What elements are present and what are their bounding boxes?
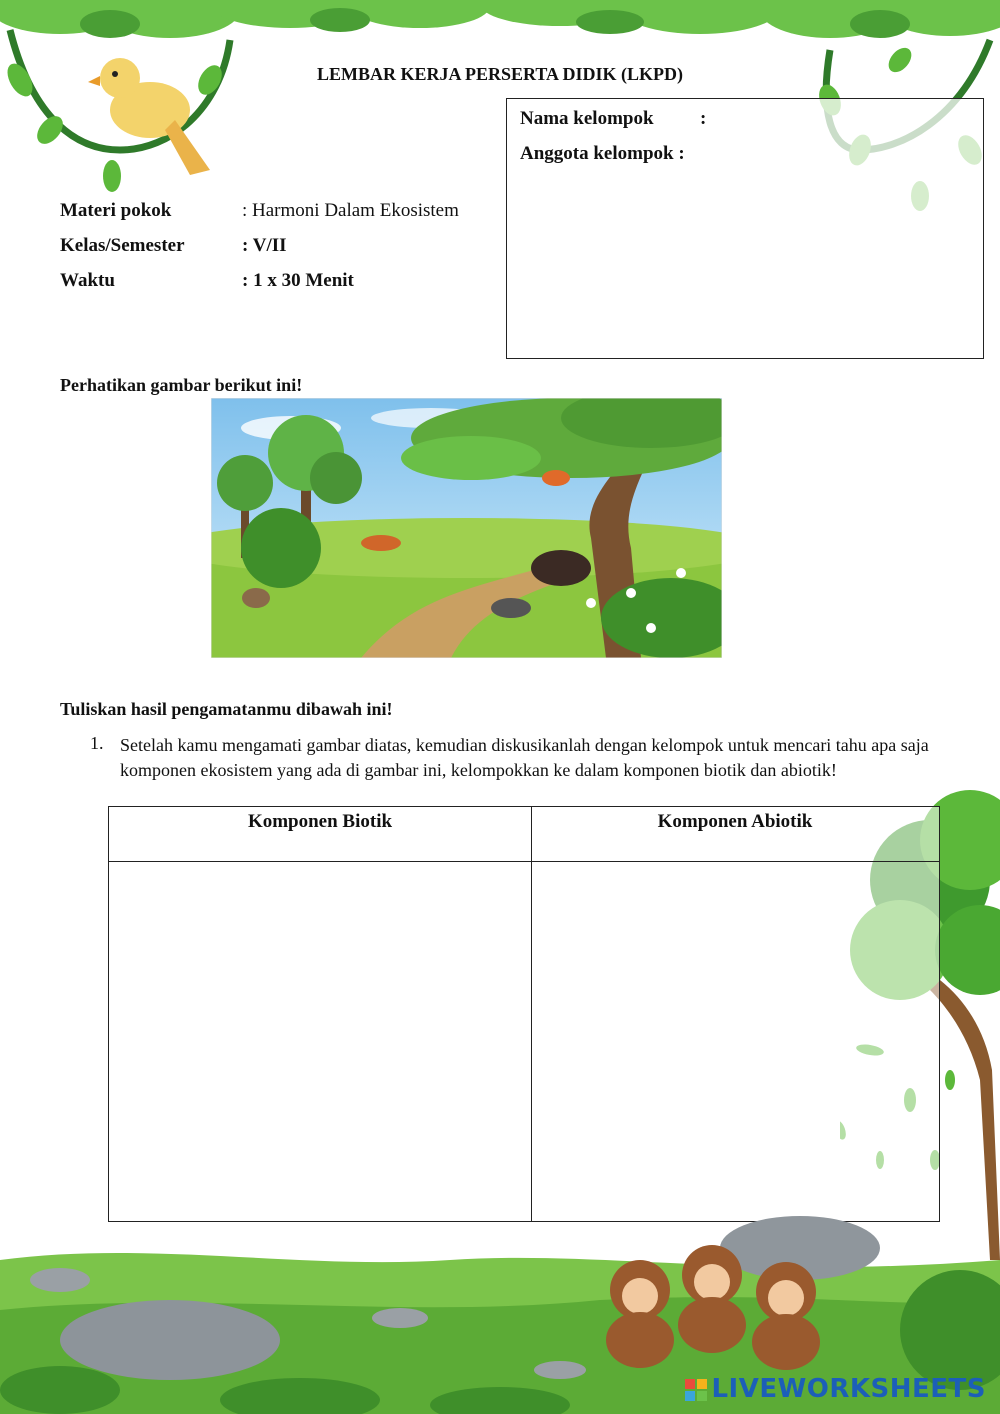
ecosystem-scene-image [211, 398, 722, 658]
time-value: : 1 x 30 Menit [242, 270, 354, 291]
subject-label: Materi pokok [60, 200, 172, 221]
observe-instruction: Perhatikan gambar berikut ini! [60, 375, 303, 395]
question-number: 1. [90, 733, 104, 753]
liveworksheets-icon [685, 1379, 707, 1401]
biotic-answer-area[interactable] [113, 867, 525, 1215]
subject-value: : Harmoni Dalam Ekosistem [242, 200, 459, 221]
group-name-input[interactable] [716, 106, 966, 132]
group-name-label: Nama kelompok [520, 108, 654, 129]
time-label: Waktu [60, 270, 115, 291]
worksheet-title: LEMBAR KERJA PERSERTA DIDIK (LKPD) [316, 64, 684, 84]
abiotic-header: Komponen Abiotik [657, 811, 813, 832]
group-members-label: Anggota kelompok : [520, 143, 685, 164]
abiotic-answer-area[interactable] [537, 867, 935, 1215]
liveworksheets-text: LIVEWORKSHEETS [711, 1374, 986, 1404]
group-members-input[interactable] [520, 172, 970, 348]
question-text: Setelah kamu mengamati gambar diatas, kemudian diskusikanlah dengan kelompok untuk mencari tahu apa saja komponen ekosistem yang ada di gambar ini, kelompokkan ke dalam komponen biotik dan abiotik! [120, 735, 929, 780]
monkeys-illustration [606, 1245, 820, 1370]
biotic-header: Komponen Biotik [247, 811, 393, 832]
class-value: : V/II [242, 235, 287, 256]
components-table [108, 806, 940, 1222]
group-name-colon: : [700, 108, 707, 129]
class-label: Kelas/Semester [60, 235, 185, 256]
table-header-divider [109, 861, 939, 862]
liveworksheets-logo [685, 1374, 986, 1404]
table-column-divider [531, 807, 532, 1221]
write-instruction: Tuliskan hasil pengamatanmu dibawah ini! [60, 699, 393, 719]
